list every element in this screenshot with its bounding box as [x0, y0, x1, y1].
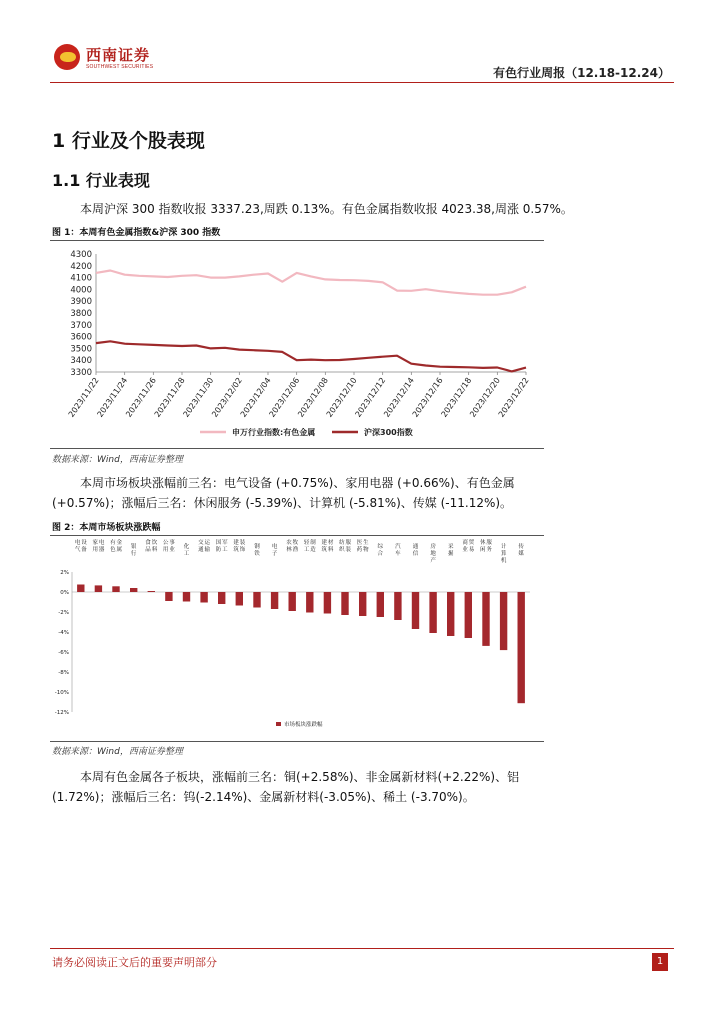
- y-tick-label: 2%: [60, 570, 69, 576]
- category-label: 家用电器: [92, 540, 105, 553]
- category-label: 通信: [412, 544, 419, 557]
- figure2-bottom-rule: [50, 741, 544, 742]
- category-label: 传媒: [518, 544, 524, 557]
- y-tick-label: -10%: [54, 690, 69, 696]
- y-tick-label: 4300: [70, 250, 92, 260]
- legend-label-0: 申万行业指数:有色金属: [232, 428, 316, 437]
- x-tick-label: 2023/11/30: [181, 375, 216, 419]
- category-label: 休闲服务: [480, 540, 492, 553]
- category-label: 纺织服装: [339, 540, 351, 553]
- bar-7: [200, 592, 207, 603]
- bar-8: [218, 592, 225, 604]
- category-label: 公用事业: [162, 540, 175, 553]
- category-label: 综合: [377, 544, 384, 557]
- bar-21: [447, 592, 454, 636]
- bar-22: [465, 592, 472, 638]
- y-tick-label: -6%: [58, 650, 69, 656]
- x-tick-label: 2023/12/04: [238, 375, 273, 419]
- bar-10: [253, 592, 260, 608]
- x-tick-label: 2023/11/28: [152, 375, 187, 419]
- footer-disclaimer: 请务必阅读正文后的重要声明部分: [52, 956, 217, 969]
- category-label: 建筑材料: [321, 540, 334, 553]
- category-label: 商业贸易: [462, 540, 475, 553]
- category-label: 食品饮料: [145, 540, 158, 553]
- category-label: 轻工制造: [303, 540, 316, 553]
- category-label: 房地产: [430, 544, 436, 564]
- x-tick-label: 2023/11/26: [124, 375, 158, 419]
- category-label: 国防军工: [215, 540, 228, 553]
- bar-16: [359, 592, 366, 616]
- bar-25: [518, 592, 525, 703]
- y-tick-label: 3700: [70, 320, 92, 331]
- y-tick-label: 3600: [70, 332, 92, 343]
- category-label: 农林牧渔: [286, 540, 299, 553]
- legend-swatch: [276, 722, 281, 726]
- y-tick-label: 3900: [70, 297, 92, 308]
- figure2-title: 图 2：本周市场板块涨跌幅: [52, 523, 161, 533]
- category-label: 汽车: [395, 544, 401, 557]
- bar-17: [377, 592, 384, 617]
- category-label: 银行: [130, 544, 137, 557]
- y-tick-label: 3800: [70, 309, 92, 319]
- category-label: 化工: [183, 544, 190, 557]
- series-line-1: [96, 341, 526, 371]
- y-tick-label: 3300: [70, 368, 92, 378]
- category-label: 交通运输: [198, 540, 211, 553]
- page-number: 1: [652, 953, 668, 971]
- legend-label-1: 沪深300指数: [364, 428, 413, 437]
- figure1-title: 图 1：本周有色金属指数&沪深 300 指数: [52, 228, 221, 238]
- bar-19: [412, 592, 419, 629]
- figure1-bottom-rule: [50, 448, 544, 449]
- paragraph-subsector-line1: 本周有色金属各子板块，涨幅前三名：铜(+2.58%)、非金属新材料(+2.22%)、铝: [80, 770, 520, 784]
- x-tick-label: 2023/11/22: [66, 375, 101, 419]
- figure1-source: 数据来源：Wind，西南证券整理: [52, 455, 183, 465]
- category-label: 电子: [271, 544, 278, 557]
- header-divider: [50, 82, 674, 83]
- logo-text-en: SOUTHWEST SECURITIES: [86, 64, 154, 70]
- logo-text-cn: 西南证券: [86, 46, 151, 64]
- figure1-top-rule: [50, 240, 544, 241]
- paragraph-sector-line1: 本周市场板块涨幅前三名：电气设备 (+0.75%)、家用电器 (+0.66%)、有色金属: [80, 476, 515, 490]
- bar-12: [289, 592, 296, 611]
- series-line-0: [96, 271, 526, 295]
- x-tick-label: 2023/12/22: [496, 375, 531, 419]
- x-tick-label: 2023/12/06: [267, 375, 302, 419]
- legend-label: 市场板块涨跌幅: [284, 722, 323, 728]
- category-label: 钢铁: [254, 544, 260, 557]
- x-tick-label: 2023/12/18: [439, 375, 474, 419]
- logo-mark-inner: [60, 52, 76, 62]
- bar-1: [95, 585, 102, 592]
- bar-2: [112, 586, 119, 592]
- category-label: 计算机: [500, 544, 507, 564]
- footer-divider: [50, 948, 674, 949]
- x-tick-label: 2023/12/12: [353, 375, 388, 419]
- paragraph-subsector-line2: (1.72%)；涨幅后三名：钨(-2.14%)、金属新材料(-3.05%)、稀土 (-3.70%)。: [52, 790, 475, 804]
- category-label: 采掘: [447, 544, 454, 557]
- figure2-bar-chart: [50, 536, 544, 741]
- bar-6: [183, 592, 190, 602]
- y-tick-label: 3400: [70, 356, 92, 367]
- y-tick-label: 4200: [70, 261, 92, 272]
- figure2-source: 数据来源：Wind，西南证券整理: [52, 747, 183, 757]
- bar-4: [148, 591, 155, 592]
- bar-13: [306, 592, 313, 613]
- bar-14: [324, 592, 331, 614]
- x-tick-label: 2023/12/16: [410, 375, 445, 419]
- bar-24: [500, 592, 507, 650]
- y-tick-label: -4%: [58, 630, 69, 636]
- bar-23: [482, 592, 489, 646]
- figure1-line-chart: [50, 242, 544, 448]
- bar-20: [429, 592, 436, 633]
- y-tick-label: -8%: [58, 670, 69, 676]
- y-tick-label: 3500: [70, 344, 92, 355]
- bar-3: [130, 588, 137, 592]
- x-tick-label: 2023/12/20: [468, 375, 502, 419]
- y-tick-label: 0%: [60, 590, 69, 596]
- category-label: 医药生物: [356, 540, 369, 553]
- x-tick-label: 2023/12/02: [210, 375, 244, 419]
- y-tick-label: -12%: [54, 710, 69, 716]
- y-tick-label: -2%: [58, 610, 69, 616]
- bar-9: [236, 592, 243, 606]
- category-label: 电气设备: [74, 540, 87, 553]
- report-title: 有色行业周报（12.18-12.24）: [493, 66, 670, 80]
- paragraph-index-summary: 本周沪深 300 指数收报 3337.23,周跌 0.13%。有色金属指数收报 4023.38,周涨 0.57%。: [80, 202, 573, 216]
- bar-5: [165, 592, 172, 601]
- y-tick-label: 4100: [70, 273, 92, 284]
- category-label: 建筑装饰: [233, 540, 246, 553]
- x-tick-label: 2023/12/08: [296, 375, 330, 419]
- x-tick-label: 2023/11/24: [95, 375, 130, 419]
- section-heading-1: 1 行业及个股表现: [52, 130, 205, 152]
- bar-15: [341, 592, 348, 615]
- x-tick-label: 2023/12/10: [324, 375, 359, 419]
- bar-0: [77, 585, 84, 593]
- x-tick-label: 2023/12/14: [382, 375, 416, 419]
- paragraph-sector-line2: (+0.57%)；涨幅后三名：休闲服务 (-5.39%)、计算机 (-5.81%)、传媒 (-11.12%)。: [52, 496, 513, 510]
- bar-11: [271, 592, 278, 609]
- bar-18: [394, 592, 401, 620]
- section-heading-1-1: 1.1 行业表现: [52, 171, 150, 190]
- category-label: 有色金属: [110, 540, 122, 553]
- y-tick-label: 4000: [70, 285, 92, 296]
